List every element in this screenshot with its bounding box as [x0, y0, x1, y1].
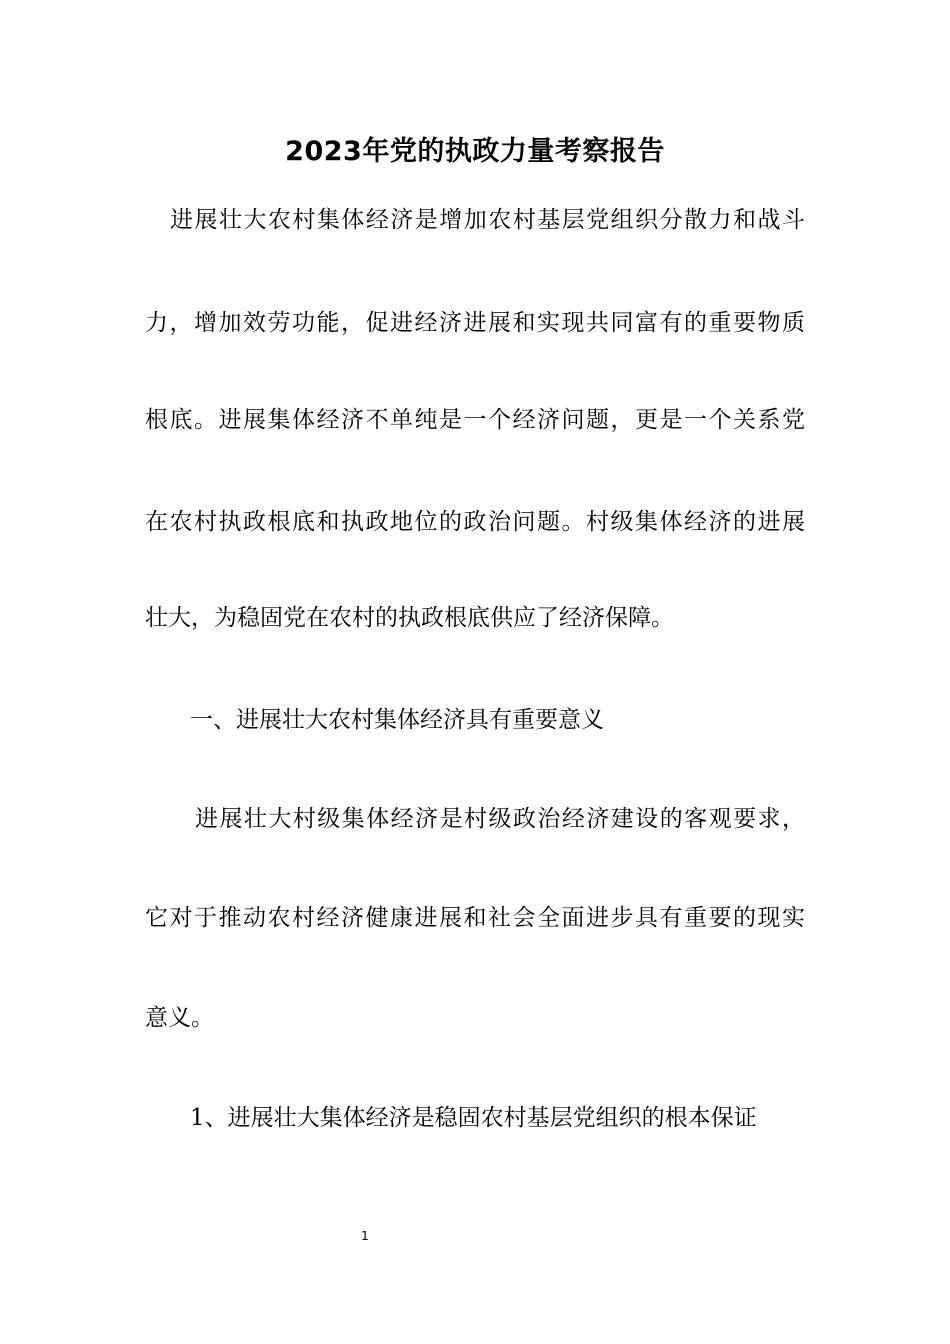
subsection-heading: 1、进展壮大集体经济是稳固农村基层党组织的根本保证 [190, 1105, 757, 1131]
paragraph-line: 根底。进展集体经济不单纯是一个经济问题，更是一个关系党 [145, 407, 805, 433]
paragraph-line: 在农村执政根底和执政地位的政治问题。村级集体经济的进展 [145, 509, 805, 535]
paragraph-line: 进展壮大村级集体经济是村级政治经济建设的客观要求， [195, 806, 805, 832]
section-heading: 一、进展壮大农村集体经济具有重要意义 [190, 707, 604, 733]
paragraph-line: 壮大，为稳固党在农村的执政根底供应了经济保障。 [145, 605, 674, 631]
document-title: 2023年党的执政力量考察报告 [285, 136, 665, 167]
paragraph-line: 力，增加效劳功能，促进经济进展和实现共同富有的重要物质 [145, 310, 805, 336]
paragraph-line: 意义。 [145, 1005, 214, 1031]
paragraph-line: 它对于推动农村经济健康进展和社会全面进步具有重要的现实 [145, 905, 805, 931]
page-number: 1 [361, 1229, 369, 1243]
paragraph-line: 进展壮大农村集体经济是增加农村基层党组织分散力和战斗 [170, 207, 805, 233]
